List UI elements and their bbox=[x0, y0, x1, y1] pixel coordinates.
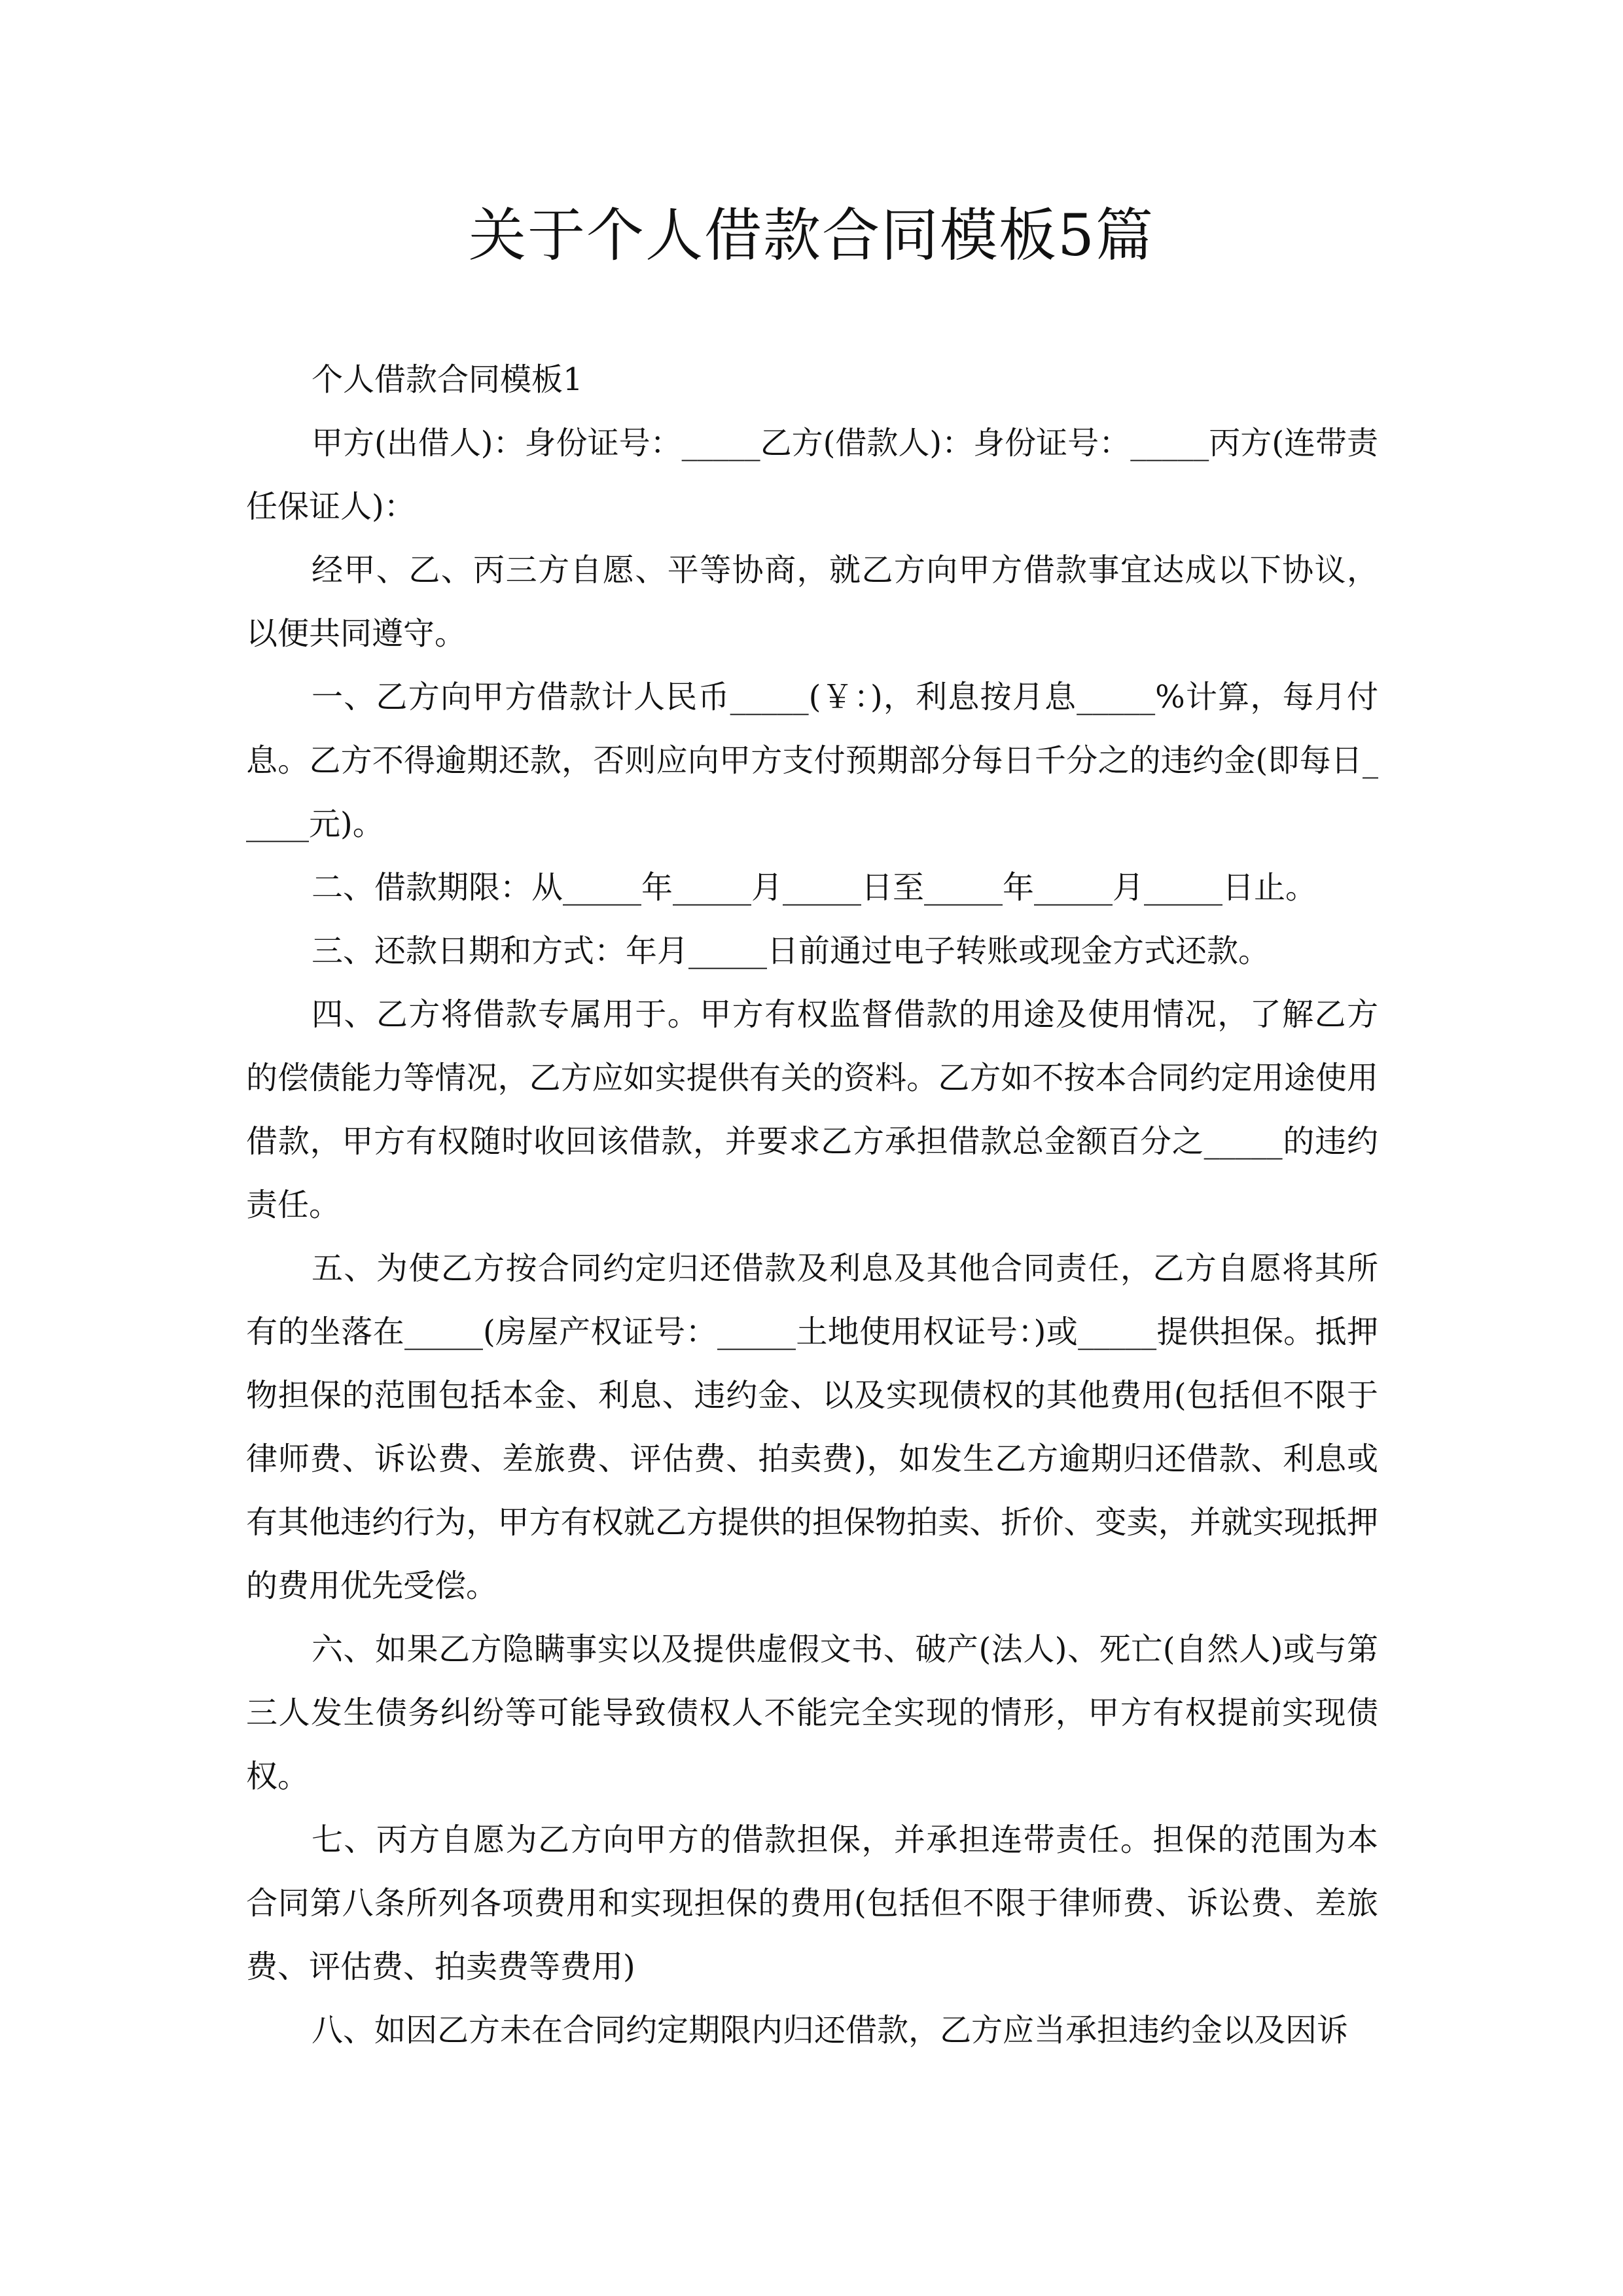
clause-4: 四、乙方将借款专属用于。甲方有权监督借款的用途及使用情况，了解乙方的偿债能力等情况，乙方应如实提供有关的资料。乙方如不按本合同约定用途使用借款，甲方有权随时收回该借款，并要求乙方承担借款总金额百分之_____的违约责任。 bbox=[246, 996, 1378, 1223]
document-title: 关于个人借款合同模板5篇 bbox=[469, 202, 1154, 269]
document-body bbox=[246, 348, 1378, 2062]
clause-6: 六、如果乙方隐瞒事实以及提供虚假文书、破产(法人)、死亡(自然人)或与第三人发生债务纠纷等可能导致债权人不能完全实现的情形，甲方有权提前实现债权。 bbox=[246, 1631, 1378, 1795]
clause-8: 八、如因乙方未在合同约定期限内归还借款，乙方应当承担违约金以及因诉 bbox=[312, 2012, 1349, 2049]
section-heading: 个人借款合同模板1 bbox=[312, 361, 583, 398]
clause-5: 五、为使乙方按合同约定归还借款及利息及其他合同责任，乙方自愿将其所有的坐落在_____(房屋产权证号：_____土地使用权证号：)或_____提供担保。抵押物担保的范围包括本金、利息、违约金、以及实现债权的其他费用(包括但不限于律师费、诉讼费、差旅费、评估费、拍卖费)，如发生乙方逾期归还借款、利息或有其他违约行为，甲方有权就乙方提供的担保物拍卖、折价、变卖，并就实现抵押的费用优先受偿。 bbox=[246, 1250, 1378, 1604]
parties-paragraph: 甲方(出借人)：身份证号：_____乙方(借款人)：身份证号：_____丙方(连带责任保证人)： bbox=[246, 425, 1378, 525]
clause-2: 二、借款期限：从_____年_____月_____日至_____年_____月_____日止。 bbox=[312, 869, 1317, 906]
clause-3: 三、还款日期和方式：年月_____日前通过电子转账或现金方式还款。 bbox=[312, 933, 1270, 969]
clause-1: 一、乙方向甲方借款计人民币_____(￥：)，利息按月息_____%计算，每月付息。乙方不得逾期还款，否则应向甲方支付预期部分每日千分之的违约金(即每日_____元)。 bbox=[246, 679, 1378, 842]
preamble-paragraph: 经甲、乙、丙三方自愿、平等协商，就乙方向甲方借款事宜达成以下协议，以便共同遵守。 bbox=[246, 552, 1378, 652]
clause-7: 七、丙方自愿为乙方向甲方的借款担保，并承担连带责任。担保的范围为本合同第八条所列各项费用和实现担保的费用(包括但不限于律师费、诉讼费、差旅费、评估费、拍卖费等费用) bbox=[246, 1821, 1378, 1985]
